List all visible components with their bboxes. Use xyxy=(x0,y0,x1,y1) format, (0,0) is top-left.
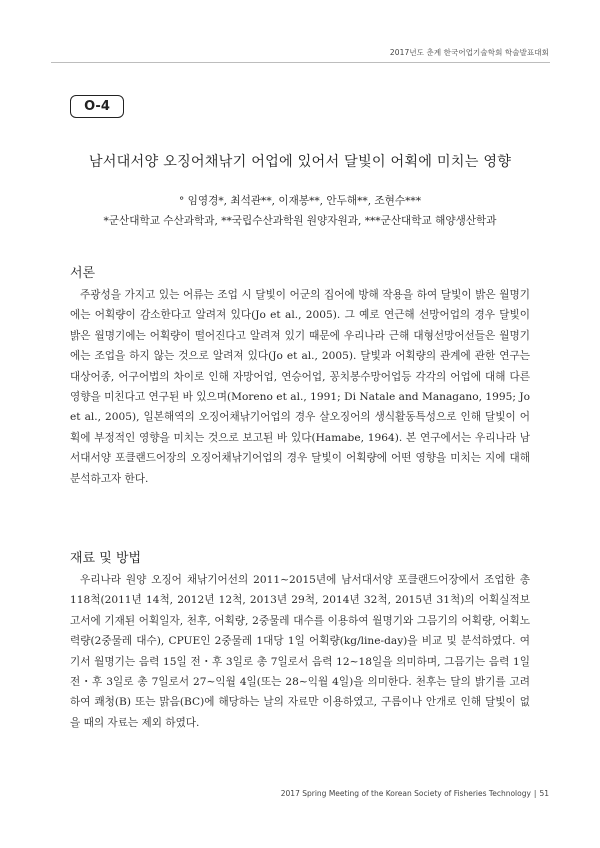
running-head: 2017년도 춘계 한국어업기술학회 학술발표대회 xyxy=(389,48,549,57)
section-heading-methods: 재료 및 방법 xyxy=(70,551,142,566)
methods-paragraph: 우리나라 원양 오징어 채낚기어선의 2011∼2015년에 남서대서양 포클랜드어장에서 조업한 총 118척(2011년 14척, 2012년 12척, 2013년 29척, 2014년 32척, 2015년 31척)의 어획실적보고서에 기재된 어획일자, 천후, 어획량, 2중물레 대수를 이용하여 월명기와 그믐기의 어획량, 어획노력량(2중물레 대수), CPUE인 2중물레 1대당 1일 어획량(kg/line-day)을 비교 및 분석하였다. 여기서 월명기는 음력 15일 전・후 3일로 총 7일로서 음력 12∼18일을 의미하며, 그믐기는 음력 1일 전・후 3일로 총 7일로서 27∼익월 4일(또는 28∼익월 4일)을 의미한다. 천후는 달의 밝기를 고려하여 쾌청(B) 또는 맑음(BC)에 해당하는 날의 자료만 이용하였고, 구름이나 안개로 인해 달빛이 없을 때의 자료는 제외 하였다. xyxy=(70,574,530,729)
introduction-paragraph: 주광성을 가지고 있는 어류는 조업 시 달빛이 어군의 집어에 방해 작용을 하여 달빛이 밝은 월명기에는 어획량이 감소한다고 알려져 있다(Jo et al., 2005). 그 예로 연근해 선망어업의 경우 달빛이 밝은 월명기에는 어획량이 떨어진다고 알려져 있기 때문에 우리나라 근해 대형선망어선들은 월명기에는 조업을 하지 않는 것으로 알려져 있다(Jo et al., 2005). 달빛과 어획량의 관계에 관한 연구는 대상어종, 어구어법의 차이로 인해 자망어업, 연승어업, 꽁치봉수망어업등 각각의 어업에 대해 다른 영향을 미친다고 연구된 바 있으며(Moreno et al., 1991; Di Natale and Managano, 1995; Jo et al., 2005), 일본해역의 오징어채낚기어업의 경우 살오징어의 생식활동특성으로 인해 달빛이 어획에 부정적인 영향을 미치는 것으로 보고된 바 있다(Hamabe, 1964). 본 연구에서는 우리나라 남서대서양 포클랜드어장의 오징어채낚기어업의 경우 달빛이 어획량에 어떤 영향을 미치는 지에 대해 분석하고자 한다. xyxy=(70,289,530,485)
page-footer xyxy=(281,789,549,798)
footer-separator: | xyxy=(533,789,537,798)
session-code-badge: O-4 xyxy=(70,95,124,118)
page-number: 51 xyxy=(539,789,549,798)
paper-title: 남서대서양 오징어채낚기 어업에 있어서 달빛이 어획에 미치는 영향 xyxy=(88,154,512,170)
affiliation-list: *군산대학교 수산과학과, **국립수산과학원 원양자원과, ***군산대학교 해양생산학과 xyxy=(103,215,497,227)
section-heading-introduction: 서론 xyxy=(70,266,96,281)
author-list: ° 임영경*, 최석관**, 이재봉**, 안두해**, 조현수*** xyxy=(178,195,422,207)
footer-conference-name: 2017 Spring Meeting of the Korean Society of Fisheries Technology xyxy=(280,789,531,798)
header-divider xyxy=(51,62,550,63)
